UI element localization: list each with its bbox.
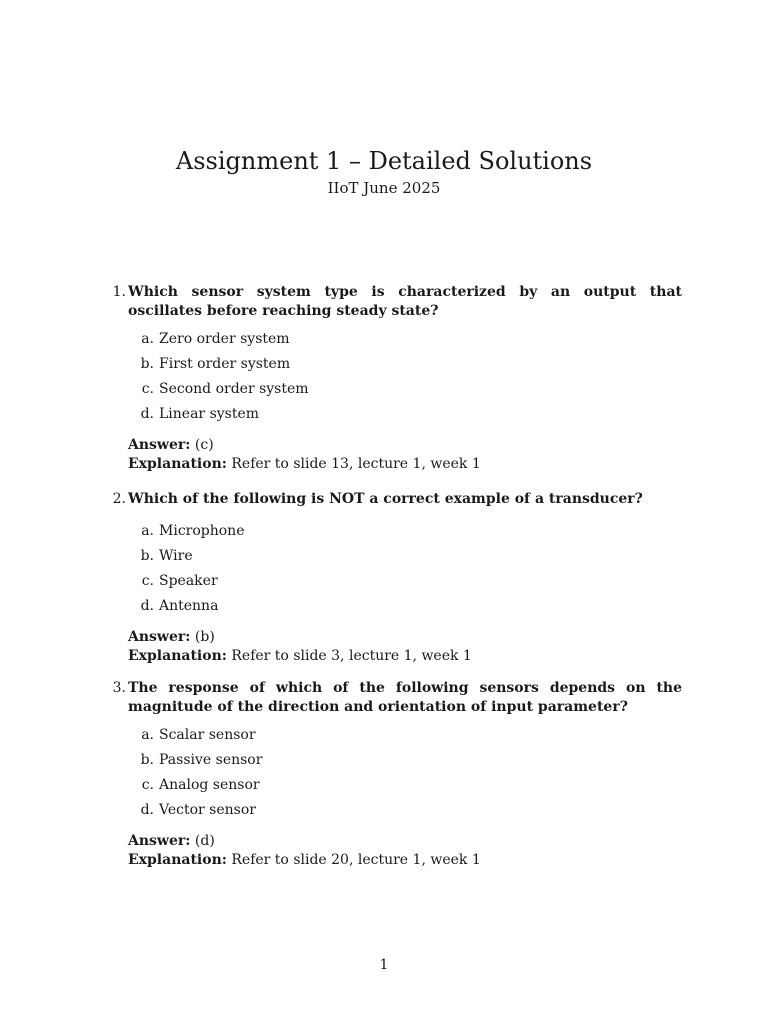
document-subtitle: IIoT June 2025 xyxy=(327,179,441,197)
option-item xyxy=(102,726,682,751)
answer-label: Answer: xyxy=(128,437,191,453)
option-item xyxy=(102,380,682,405)
explanation-line xyxy=(128,647,682,666)
option-letter: c. xyxy=(141,573,154,589)
option-letter: d. xyxy=(140,598,154,614)
option-item xyxy=(102,572,682,597)
option-letter: c. xyxy=(141,777,154,793)
option-text: Scalar sensor xyxy=(159,727,256,743)
option-text: Speaker xyxy=(159,573,218,589)
answer-block xyxy=(128,436,682,474)
option-letter: b. xyxy=(140,752,154,768)
page-number: 1 xyxy=(379,957,389,973)
question-number: 1. xyxy=(112,284,126,300)
option-text: Zero order system xyxy=(159,331,290,347)
option-text: Linear system xyxy=(159,406,260,422)
option-text: Vector sensor xyxy=(159,802,256,818)
question-number: 3. xyxy=(112,680,126,696)
option-text: Analog sensor xyxy=(159,777,260,793)
answer-label: Answer: xyxy=(128,629,191,645)
answer-label: Answer: xyxy=(128,833,191,849)
question-text: The response of which of the following sensors depends on the magnitude of the direction and orientation of input parameter? xyxy=(128,680,682,715)
option-text: Wire xyxy=(159,548,193,564)
option-text: Passive sensor xyxy=(159,752,263,768)
option-letter: c. xyxy=(141,381,154,397)
option-item xyxy=(102,330,682,355)
answer-value: (c) xyxy=(194,437,214,453)
answer-block xyxy=(128,628,682,666)
option-item xyxy=(102,597,682,622)
option-text: Antenna xyxy=(159,598,219,614)
question-2 xyxy=(102,490,682,666)
explanation-label: Explanation: xyxy=(128,456,227,472)
answer-line xyxy=(128,628,682,647)
option-item xyxy=(102,776,682,801)
option-list xyxy=(102,330,682,430)
option-item xyxy=(102,355,682,380)
option-letter: b. xyxy=(140,356,154,372)
option-text: First order system xyxy=(159,356,291,372)
answer-value: (b) xyxy=(194,629,215,645)
question-number: 2. xyxy=(112,491,126,507)
option-letter: b. xyxy=(140,548,154,564)
option-letter: a. xyxy=(141,727,154,743)
option-item xyxy=(102,547,682,572)
option-letter: d. xyxy=(140,406,154,422)
explanation-label: Explanation: xyxy=(128,648,227,664)
question-3 xyxy=(102,679,682,870)
option-list xyxy=(102,522,682,622)
question-text: Which sensor system type is characterized by an output that oscillates before reaching steady state? xyxy=(128,284,682,319)
option-text: Second order system xyxy=(159,381,309,397)
question-1 xyxy=(102,283,682,474)
option-letter: a. xyxy=(141,331,154,347)
explanation-text: Refer to slide 3, lecture 1, week 1 xyxy=(231,648,472,664)
question-text: Which of the following is NOT a correct example of a transducer? xyxy=(128,491,643,507)
option-text: Microphone xyxy=(159,523,245,539)
explanation-line xyxy=(128,455,682,474)
explanation-text: Refer to slide 20, lecture 1, week 1 xyxy=(231,852,481,868)
document-title: Assignment 1 – Detailed Solutions xyxy=(175,147,593,175)
explanation-text: Refer to slide 13, lecture 1, week 1 xyxy=(231,456,481,472)
answer-value: (d) xyxy=(194,833,215,849)
option-list xyxy=(102,726,682,826)
explanation-line xyxy=(128,851,682,870)
answer-block xyxy=(128,832,682,870)
option-letter: a. xyxy=(141,523,154,539)
answer-line xyxy=(128,436,682,455)
answer-line xyxy=(128,832,682,851)
option-item xyxy=(102,751,682,776)
option-letter: d. xyxy=(140,802,154,818)
option-item xyxy=(102,522,682,547)
explanation-label: Explanation: xyxy=(128,852,227,868)
option-item xyxy=(102,405,682,430)
option-item xyxy=(102,801,682,826)
